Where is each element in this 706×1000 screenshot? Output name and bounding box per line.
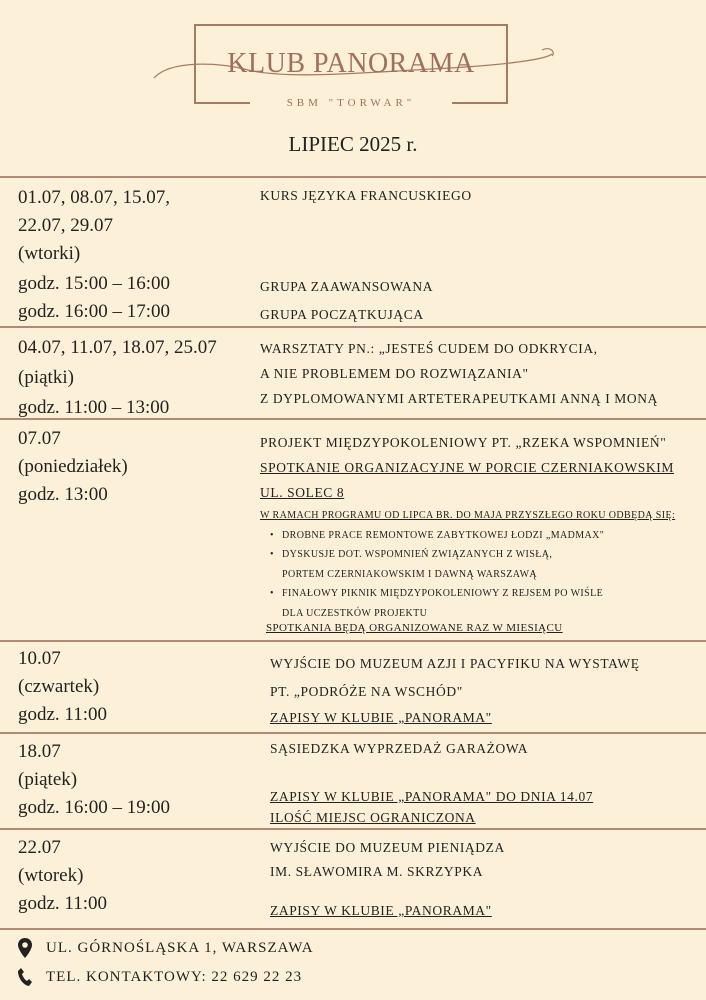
phone-text: TEL. KONTAKTOWY: 22 629 22 23	[46, 968, 303, 985]
meeting-address: UL. SOLEC 8	[260, 485, 345, 500]
divider	[0, 176, 706, 178]
meeting-frequency: SPOTKANIA BĘDĄ ORGANIZOWANE RAZ W MIESIĄCU	[266, 622, 563, 634]
signup-info: ZAPISY W KLUBIE „PANORAMA"	[270, 903, 492, 918]
event-description: WARSZTATY PN.: „JESTEŚ CUDEM DO ODKRYCIA, A NIE PROBLEMEM DO ROZWIĄZANIA" Z DYPLOMOWANYMI ARTETERAPEUTKAMI ANNĄ I MONĄ	[260, 341, 658, 406]
event-description: WYJŚCIE DO MUZEUM AZJI I PACYFIKU NA WYSTAWĘ PT. „PODRÓŻE NA WSCHÓD"	[270, 656, 640, 699]
event-title: KURS JĘZYKA FRANCUSKIEGO	[260, 188, 472, 203]
club-name: KLUB PANORAMA	[227, 48, 475, 79]
event-groups: GRUPA ZAAWANSOWANA GRUPA POCZĄTKUJĄCA	[260, 279, 434, 322]
address-text: UL. GÓRNOŚLĄSKA 1, WARSZAWA	[46, 939, 314, 956]
page-title: LIPIEC 2025 r.	[288, 132, 418, 156]
phone-line	[18, 968, 302, 986]
list-item: • FINAŁOWY PIKNIK MIĘDZYPOKOLENIOWY Z REJSEM PO WIŚLE	[260, 584, 675, 604]
event-date: 22.07 (wtorek) godz. 11:00	[18, 837, 108, 914]
divider	[0, 732, 706, 734]
event-date: 04.07, 11.07, 18.07, 25.07 (piątki) godz. 11:00 – 13:00	[18, 337, 217, 418]
list-item: • DROBNE PRACE REMONTOWE ZABYTKOWEJ ŁODZI „MADMAX"	[260, 526, 675, 546]
phone-icon	[18, 968, 32, 986]
event-date: 10.07 (czwartek) godz. 11:00	[18, 648, 108, 725]
event-date: 18.07 (piątek) godz. 16:00 – 19:00	[18, 741, 170, 818]
event-description: WYJŚCIE DO MUZEUM PIENIĄDZA IM. SŁAWOMIRA M. SKRZYPKA	[270, 840, 505, 879]
divider	[0, 928, 706, 930]
event-date: 07.07 (poniedziałek) godz. 13:00	[18, 428, 128, 505]
meeting-info: SPOTKANIE ORGANIZACYJNE W PORCIE CZERNIAKOWSKIM	[260, 460, 674, 475]
signup-info: ZAPISY W KLUBIE „PANORAMA"	[270, 710, 492, 725]
event-description: PROJEKT MIĘDZYPOKOLENIOWY PT. „RZEKA WSPOMNIEŃ" SPOTKANIE ORGANIZACYJNE W PORCIE CZERNIAKOWSKIM UL. SOLEC 8	[260, 430, 674, 505]
list-item: • DYSKUSJE DOT. WSPOMNIEŃ ZWIĄZANYCH Z WISŁĄ,	[260, 545, 675, 565]
address-line	[18, 938, 314, 958]
signup-info: ZAPISY W KLUBIE „PANORAMA" DO DNIA 14.07 ILOŚĆ MIEJSC OGRANICZONA	[270, 789, 594, 825]
event-times: godz. 15:00 – 16:00 godz. 16:00 – 17:00	[18, 273, 170, 322]
divider	[0, 640, 706, 642]
club-subtitle: SBM "TORWAR"	[250, 97, 452, 109]
program-details: W RAMACH PROGRAMU OD LIPCA BR. DO MAJA PRZYSZŁEGO ROKU ODBĘDĄ SIĘ: • DROBNE PRACE REMONTOWE ZABYTKOWEJ ŁODZI „MADMAX" • DYSKUSJE DOT. WSPOMNIEŃ ZWIĄZANYCH Z WISŁĄ, PORTEM CZERNIAKOWSKIM I DAWNĄ WARSZAWĄ • FINAŁOWY PIKNIK MIĘDZYPOKOLENIOWY Z REJSEM PO WIŚLE DLA UCZESTKÓW PROJEKTU	[260, 506, 675, 623]
event-date: 01.07, 08.07, 15.07, 22.07, 29.07 (wtorki)	[18, 187, 170, 264]
divider	[0, 828, 706, 830]
location-pin-icon	[18, 938, 32, 958]
event-description: SĄSIEDZKA WYPRZEDAŻ GARAŻOWA	[270, 741, 529, 756]
